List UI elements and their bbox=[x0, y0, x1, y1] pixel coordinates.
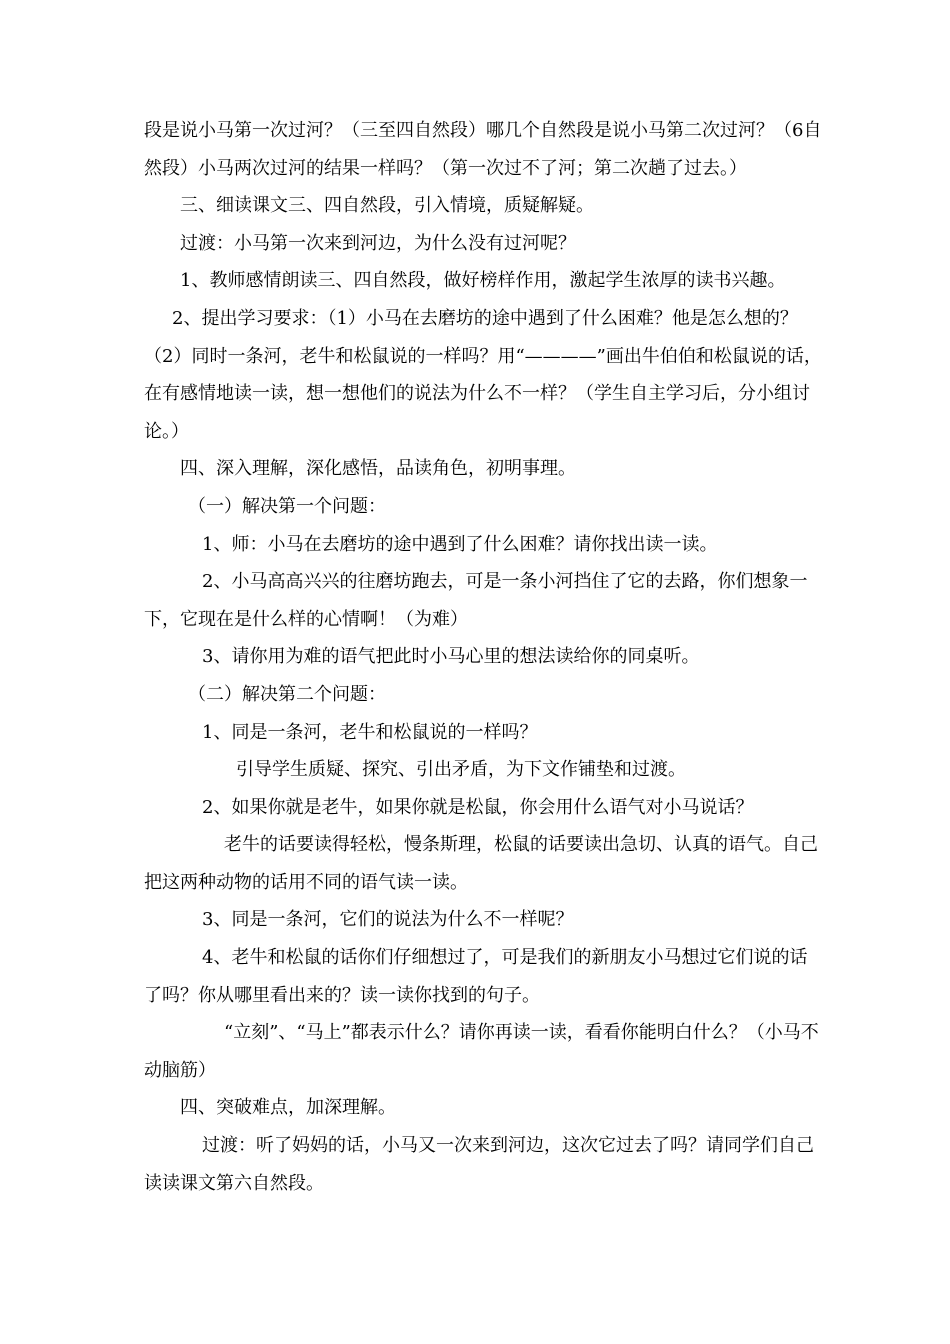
paragraph: 1、同是一条河，老牛和松鼠说的一样吗？ bbox=[202, 721, 538, 743]
section-heading: 四、深入理解，深化感悟，品读角色，初明事理。 bbox=[180, 458, 576, 480]
paragraph: 过渡：小马第一次来到河边，为什么没有过河呢？ bbox=[180, 232, 576, 254]
paragraph: 老牛的话要读得轻松，慢条斯理，松鼠的话要读出急切、认真的语气。自己把这两种动物的话用不同的语气读一读。 bbox=[144, 834, 818, 893]
paragraph: 1、师：小马在去磨坊的途中遇到了什么困难？请你找出读一读。 bbox=[202, 533, 718, 555]
paragraph: 过渡：听了妈妈的话，小马又一次来到河边，这次它过去了吗？请同学们自己读读课文第六自然段。 bbox=[144, 1135, 814, 1194]
paragraph: “立刻”、“马上”都表示什么？请你再读一读，看看你能明白什么？（小马不动脑筋） bbox=[144, 1022, 819, 1081]
paragraph: 段是说小马第一次过河？（三至四自然段）哪几个自然段是说小马第二次过河？（6自然段）小马两次过河的结果一样吗？（第一次过不了河；第二次趟了过去。） bbox=[144, 120, 822, 179]
subsection-heading: （二）解决第二个问题： bbox=[188, 683, 386, 705]
paragraph: 引导学生质疑、探究、引出矛盾，为下文作铺垫和过渡。 bbox=[236, 759, 686, 781]
paragraph: 3、同是一条河，它们的说法为什么不一样呢？ bbox=[202, 909, 574, 931]
section-heading: 三、细读课文三、四自然段，引入情境，质疑解疑。 bbox=[180, 195, 594, 217]
document-body bbox=[144, 112, 824, 1202]
section-heading: 四、突破难点，加深理解。 bbox=[180, 1097, 396, 1119]
paragraph: 2、小马高高兴兴的往磨坊跑去，可是一条小河挡住了它的去路，你们想象一下，它现在是什么样的心情啊！（为难） bbox=[144, 571, 808, 630]
paragraph: 2、提出学习要求：（1）小马在去磨坊的途中遇到了什么困难？他是怎么想的？（2）同时一条河，老牛和松鼠说的一样吗？用“————”画出牛伯伯和松鼠说的话，在有感情地读一读，想一想他们的说法为什么不一样？（学生自主学习后，分小组讨论。） bbox=[144, 307, 822, 442]
paragraph: 2、如果你就是老牛，如果你就是松鼠，你会用什么语气对小马说话？ bbox=[202, 796, 754, 818]
paragraph: 3、请你用为难的语气把此时小马心里的想法读给你的同桌听。 bbox=[202, 646, 700, 668]
paragraph: 1、教师感情朗读三、四自然段，做好榜样作用，激起学生浓厚的读书兴趣。 bbox=[180, 270, 786, 292]
paragraph: 4、老牛和松鼠的话你们仔细想过了，可是我们的新朋友小马想过它们说的话了吗？你从哪里看出来的？读一读你找到的句子。 bbox=[144, 947, 808, 1006]
subsection-heading: （一）解决第一个问题： bbox=[188, 495, 386, 517]
